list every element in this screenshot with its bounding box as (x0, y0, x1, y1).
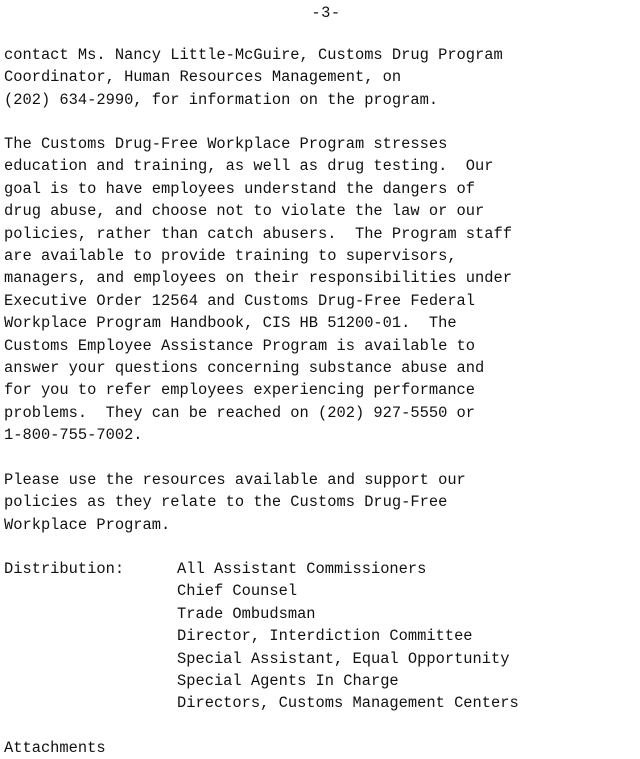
text-line: are available to provide training to supervisors, (4, 246, 457, 265)
distribution-recipient: Trade Ombudsman (177, 604, 316, 623)
paragraph-contact-info (4, 44, 640, 111)
text-line: Please use the resources available and support our (4, 471, 466, 489)
paragraph-closing (4, 469, 640, 536)
text-line: problems. They can be reached on (202) 927-5550 or (4, 403, 476, 422)
text-line: education and training, as well as drug testing. Our (4, 157, 494, 176)
distribution-recipient: All Assistant Commissioners (177, 560, 427, 578)
distribution-recipient: Directors, Customs Management Centers (177, 694, 519, 713)
text-line: Executive Order 12564 and Customs Drug-Free Federal (4, 291, 476, 310)
text-line: drug abuse, and choose not to violate the law or our (4, 202, 485, 221)
text-line: Customs Employee Assistance Program is available to (4, 336, 476, 355)
distribution-recipient: Special Assistant, Equal Opportunity (177, 649, 510, 668)
paragraph-program-description (4, 133, 640, 446)
text-line: answer your questions concerning substance abuse and (4, 358, 485, 377)
text-line: managers, and employees on their responsibilities under (4, 269, 512, 288)
text-line: (202) 634-2990, for information on the program. (4, 90, 439, 109)
text-line: Workplace Program. (4, 515, 171, 534)
text-line: goal is to have employees understand the dangers of (4, 179, 476, 198)
text-line: The Customs Drug-Free Workplace Program stresses (4, 135, 448, 153)
text-line: policies, rather than catch abusers. The Program staff (4, 224, 512, 243)
attachments-label: Attachments (4, 739, 106, 757)
page-number: -3- (311, 4, 341, 22)
distribution-recipient: Special Agents In Charge (177, 671, 399, 690)
distribution-recipient: Director, Interdiction Committee (177, 627, 473, 646)
text-line: for you to refer employees experiencing performance (4, 381, 476, 400)
text-line: Coordinator, Human Resources Management, on (4, 68, 402, 87)
text-line: policies as they relate to the Customs Drug-Free (4, 493, 448, 512)
distribution-recipient: Chief Counsel (177, 582, 298, 601)
text-line: Workplace Program Handbook, CIS HB 51200-01. The (4, 314, 457, 333)
distribution-label: Distribution: (4, 560, 125, 578)
distribution-list (177, 558, 519, 715)
text-line: contact Ms. Nancy Little-McGuire, Customs Drug Program (4, 46, 503, 64)
text-line: 1-800-755-7002. (4, 426, 143, 445)
